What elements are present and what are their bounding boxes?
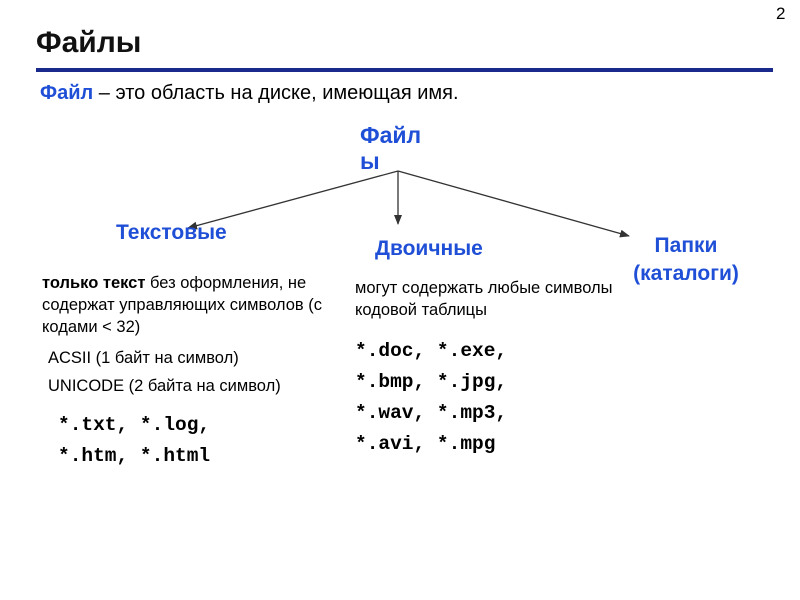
tree-node-text-files: Текстовые <box>116 221 227 244</box>
definition-text: – это область на диске, имеющая имя. <box>93 82 459 104</box>
extension-line: *.htm, *.html <box>58 445 211 467</box>
encoding-ascii: ACSII (1 байт на символ) <box>48 349 239 367</box>
slide-title: Файлы <box>36 26 142 59</box>
text-files-description <box>42 272 342 338</box>
binary-files-description: могут содержать любые символы кодовой таблицы <box>355 279 613 319</box>
binary-extensions <box>355 336 507 460</box>
extension-line: *.txt, *.log, <box>58 414 211 436</box>
extension-line: *.doc, *.exe, <box>355 340 508 362</box>
text-files-desc-bold: только текст <box>42 274 146 292</box>
encoding-unicode: UNICODE (2 байта на символ) <box>48 377 281 395</box>
tree-node-folders: Папки (каталоги) <box>633 234 739 285</box>
page-number: 2 <box>776 4 786 23</box>
tree-node-binary-files: Двоичные <box>375 237 483 260</box>
tree-root-files: Файлы <box>360 122 422 174</box>
extension-line: *.avi, *.mpg <box>355 433 496 455</box>
definition-term: Файл <box>40 82 94 104</box>
arrow-to-folders <box>398 171 629 236</box>
text-files-desc-rest: без оформления, не содержат управляющих символов (с кодами < 32) <box>42 274 323 336</box>
extension-line: *.bmp, *.jpg, <box>355 371 508 393</box>
text-extensions <box>58 410 210 472</box>
extension-line: *.wav, *.mp3, <box>355 402 508 424</box>
